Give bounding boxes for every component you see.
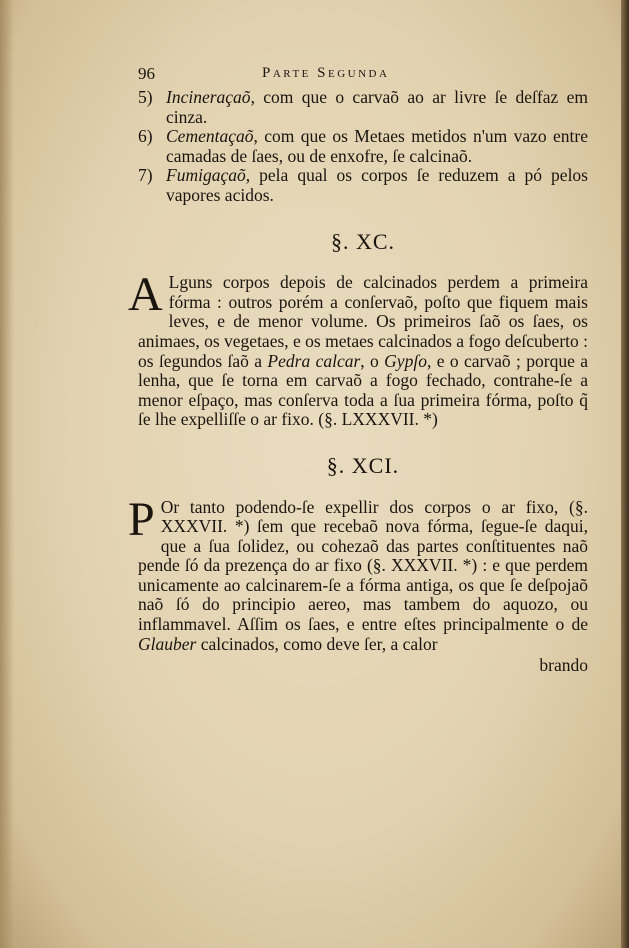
running-head (138, 62, 588, 86)
page-edge (621, 0, 629, 948)
page-text (128, 62, 588, 676)
paragraph-text: , e o carvaõ ; porque a lenha, que ſe torna em carvaõ a fogo fechado, contrahe-ſe a menor eſpaço, mas conſerva toda a ſua primeira fórma, poſto q̃ ſe lhe expelliſſe o ar fixo. (§. LXXXVII. *) (138, 350, 588, 430)
running-head-title: Parte Segunda (262, 65, 390, 81)
list-item-number: 7) (138, 165, 153, 186)
paragraph-text: Or tanto podendo-ſe expellir dos corpos o ar fixo, (§. XXXVII. *) ſem que recebaõ nova fórma, ſegue-ſe daqui, que a ſua ſolidez, ou cohezaõ das partes conſtituentes naõ pende ſó da prezença do ar fixo (§. XXXVII. *) : e que perdem unicamente ao calcinarem-ſe a fórma antiga, os que ſe deſpojaõ naõ ſó do principio aereo, mas tambem do aquozo, ou inflammavel. Aſſim os ſaes, e entre eſtes principalmente o de (138, 496, 588, 635)
drop-cap: A (128, 268, 163, 322)
paragraph-italic-term: Glauber (138, 633, 197, 654)
catchword: brando (539, 655, 588, 676)
list-item-text: , com que o carvaõ ao ar livre ſe deſfaz em cinza. (166, 87, 588, 127)
list-item-number: 6) (138, 126, 153, 147)
paragraph-italic-term: Pedra calcar (267, 350, 361, 371)
list-item-text: , pela qual os corpos ſe reduzem a pó pelos vapores acidos. (166, 165, 588, 205)
section-heading-xc: §. XC. (330, 228, 396, 254)
paragraph-italic-term: Gypſo (384, 350, 427, 371)
paragraph-xci (128, 492, 588, 655)
list-item-term: Cementaçaõ (166, 126, 254, 147)
list-item (138, 166, 588, 205)
section-heading-xci: §. XCI. (326, 452, 400, 478)
list-item-term: Incineraçaõ (166, 87, 251, 107)
paragraph-text: Lguns corpos depois de calcinados perdem a primeira fórma : outros porém a conſervaõ, poſto que fiquem mais leves, e de menor volume. Os primeiros ſaõ os ſaes, os animaes, os vegetaes, e os metaes calcinados a fogo deſcuberto : os ſegundos ſaõ a (138, 272, 588, 371)
paragraph-text: , o (360, 350, 385, 371)
list-item-number: 5) (138, 87, 153, 107)
list-item (138, 127, 588, 166)
list-item-term: Fumigaçaõ (166, 165, 246, 186)
list-item (138, 88, 588, 127)
paragraph-text: calcinados, como deve ſer, a calor (196, 633, 438, 654)
drop-cap: P (128, 492, 155, 546)
paragraph-xc (128, 268, 588, 430)
page-gutter-shadow (0, 0, 14, 948)
page-number: 96 (138, 64, 155, 83)
list-item-text: , com que os Metaes metidos n'um vazo entre camadas de ſaes, ou de enxofre, ſe calcinaõ. (166, 126, 588, 166)
